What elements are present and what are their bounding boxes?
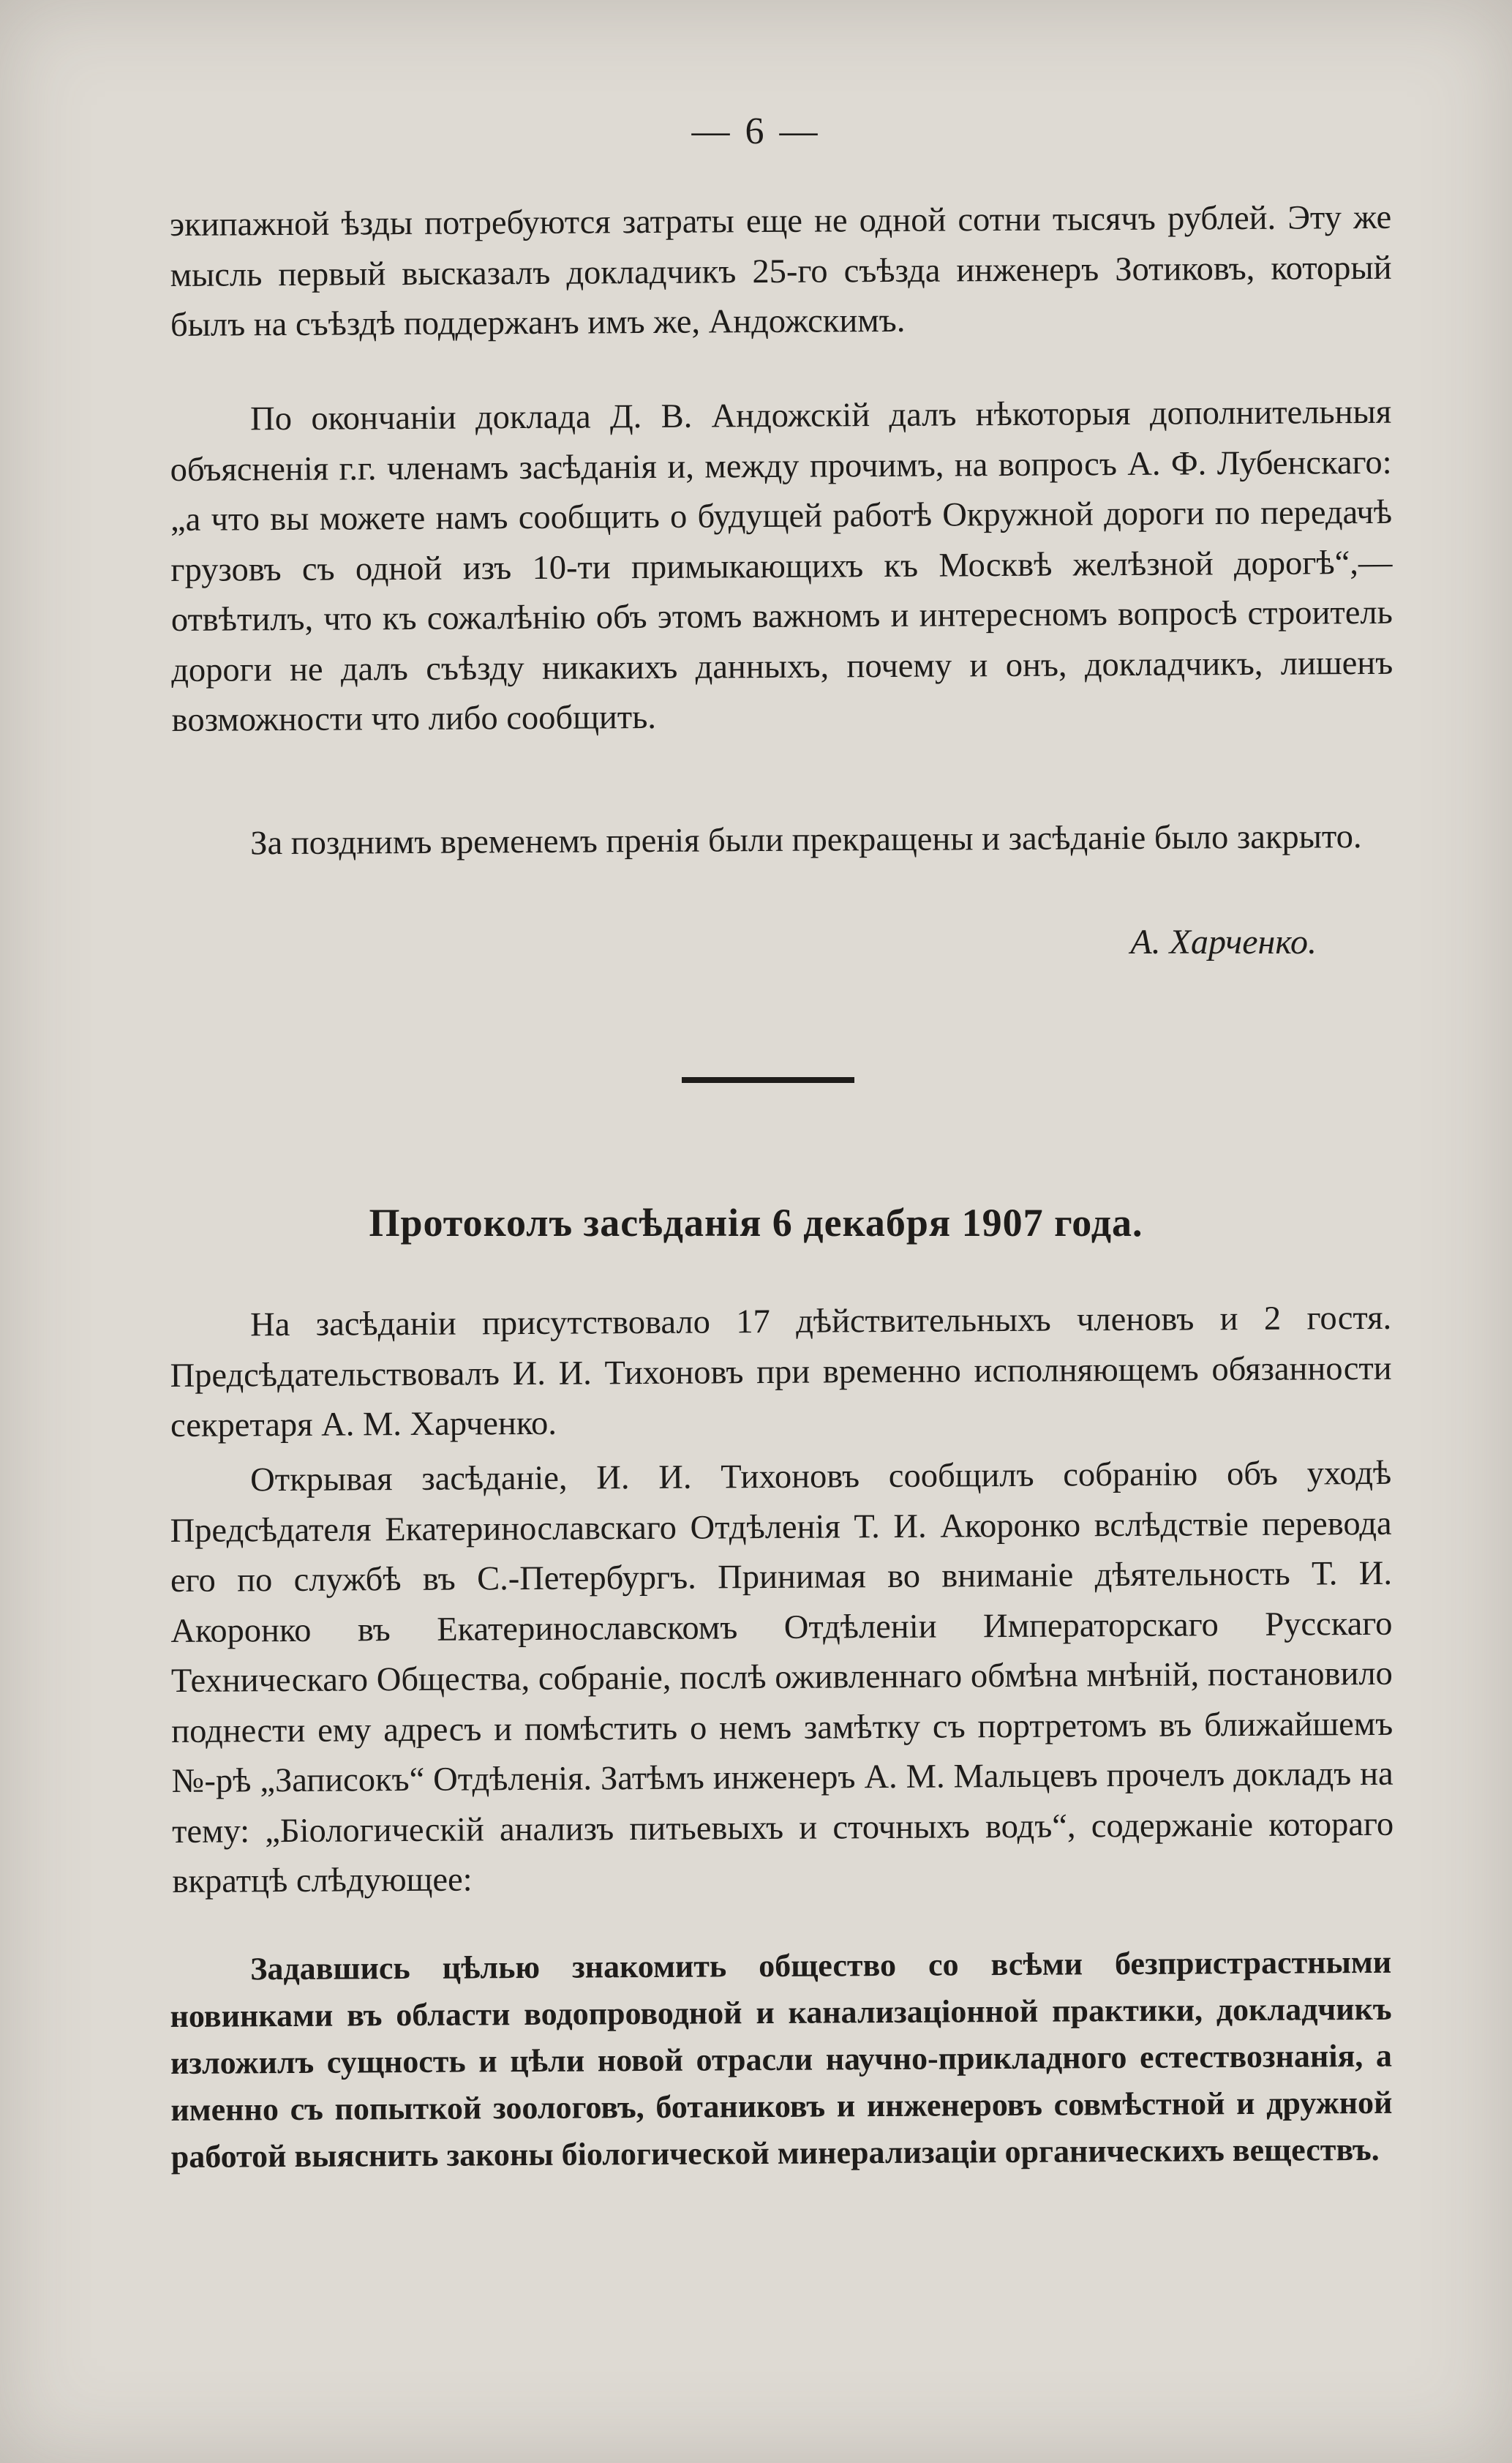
section2-paragraph-report-summary <box>170 1939 1393 2181</box>
section2-paragraph-attendance <box>170 1294 1392 1452</box>
section-divider <box>682 1077 854 1083</box>
section2-para1: На засѣданiи присутствовало 17 дѣйствительныхъ членовъ и 2 гостя. Предсѣдательствовалъ И. И. Тихоновъ при временно исполняющемъ обязанности секретаря А. М. Харченко. <box>170 1299 1392 1444</box>
section2-paragraph-opening <box>170 1449 1394 1908</box>
section1-para1: экипажной ѣзды потребуются затраты еще не одной сотни тысячъ рублей. Эту же мысль первый высказалъ докладчикъ 25-го съѣзда инженеръ Зотиковъ, который былъ на съѣздѣ поддержанъ имъ же, Андожскимъ. <box>170 198 1392 344</box>
protocol-heading: Протоколъ засѣданiя 6 декабря 1907 года. <box>369 1201 1143 1245</box>
section2-para2: Открывая засѣданiе, И. И. Тихоновъ сообщилъ собранiю объ уходѣ Предсѣдателя Екатеринославскаго Отдѣленiя Т. И. Акоронко вслѣдствiе перевода его по службѣ въ С.-Петербургъ. Принимая во вниманiе дѣятельность Т. И. Акоронко въ Екатеринославскомъ Отдѣленiи Императорскаго Русскаго Техническаго Общества, собранiе, послѣ оживленнаго обмѣна мнѣнiй, постановило поднести ему адресъ и помѣстить о немъ замѣтку съ портретомъ въ ближайшемъ №-рѣ „Записокъ“ Отдѣленiя. Затѣмъ инженеръ А. М. Мальцевъ прочелъ докладъ на тему: „Бiологическiй анализъ питьевыхъ и сточныхъ водъ“, содержанiе котораго вкратцѣ слѣдующее: <box>170 1454 1394 1900</box>
page-number: — 6 — <box>691 110 821 152</box>
section2-para3: Задавшись цѣлью знакомить общество со всѣми безпристрастными новинками въ области водопроводной и канализацiонной практики, докладчикъ изложилъ сущность и цѣли новой отрасли научно-прикладного естествознанiя, а именно съ попыткой зоологовъ, ботаниковъ и инженеровъ совмѣстной и дружной работой выяснить законы бiологической минерализацiи органическихъ веществъ. <box>170 1943 1393 2175</box>
section1-para3: За позднимъ временемъ пренiя были прекращены и засѣданiе было закрыто. <box>250 818 1362 863</box>
section1-paragraph-main <box>170 388 1393 746</box>
signature: А. Харченко. <box>1130 923 1317 961</box>
section1-para2: По окончанiи доклада Д. В. Андожскiй далъ нѣкоторыя дополнительныя объясненiя г.г. членамъ засѣданiя и, между прочимъ, на вопросъ А. Ф. Лубенскаго: „а что вы можете намъ сообщить о будущей работѣ Окружной дороги по передачѣ грузовъ съ одной изъ 10-ти примыкающихъ къ Москвѣ желѣзной дорогѣ“,—отвѣтилъ, что къ сожалѣнiю объ этомъ важномъ и интересномъ вопросѣ строитель дороги не далъ съѣзду никакихъ данныхъ, почему и онъ, докладчикъ, лишенъ возможности что либо сообщить. <box>170 393 1393 739</box>
section1-paragraph-continuation <box>170 193 1392 351</box>
section1-paragraph-closing <box>170 812 1391 870</box>
